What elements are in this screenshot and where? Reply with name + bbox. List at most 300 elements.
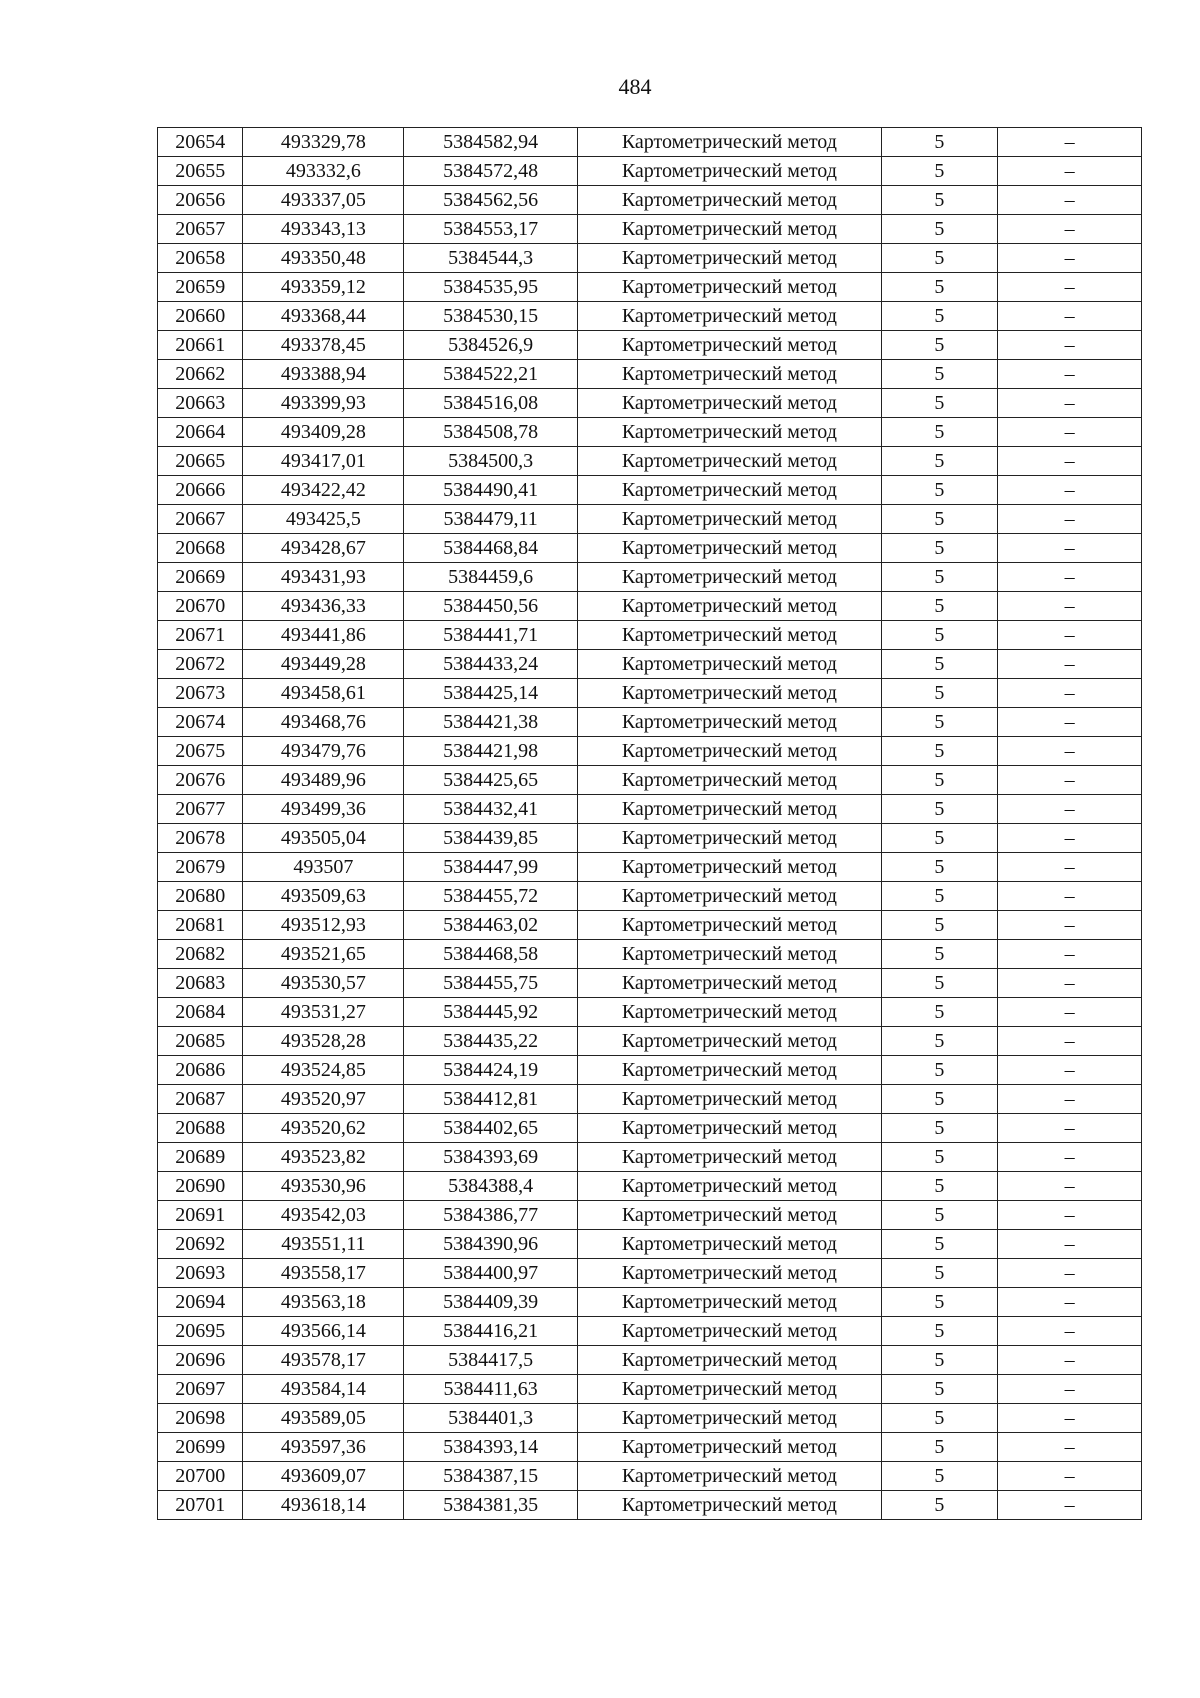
accuracy-cell: 5 [881,331,998,360]
method-cell: Картометрический метод [578,418,882,447]
x-coordinate-cell: 493499,36 [243,795,404,824]
x-coordinate-cell: 493449,28 [243,650,404,679]
description-cell: – [998,766,1142,795]
x-coordinate-cell: 493578,17 [243,1346,404,1375]
table-row [158,302,1142,331]
accuracy-cell: 5 [881,1317,998,1346]
accuracy-cell: 5 [881,969,998,998]
table-row [158,1433,1142,1462]
method-cell: Картометрический метод [578,679,882,708]
method-cell: Картометрический метод [578,708,882,737]
y-coordinate-cell: 5384562,56 [404,186,578,215]
table-row [158,1172,1142,1201]
table-row [158,1230,1142,1259]
description-cell: – [998,302,1142,331]
description-cell: – [998,1317,1142,1346]
description-cell: – [998,476,1142,505]
table-row [158,1462,1142,1491]
table-row [158,1491,1142,1520]
y-coordinate-cell: 5384388,4 [404,1172,578,1201]
method-cell: Картометрический метод [578,1491,882,1520]
description-cell: – [998,534,1142,563]
x-coordinate-cell: 493509,63 [243,882,404,911]
point-number-cell: 20668 [158,534,243,563]
method-cell: Картометрический метод [578,157,882,186]
method-cell: Картометрический метод [578,621,882,650]
description-cell: – [998,969,1142,998]
method-cell: Картометрический метод [578,360,882,389]
y-coordinate-cell: 5384433,24 [404,650,578,679]
table-row [158,1288,1142,1317]
table-row [158,824,1142,853]
method-cell: Картометрический метод [578,824,882,853]
method-cell: Картометрический метод [578,186,882,215]
point-number-cell: 20688 [158,1114,243,1143]
y-coordinate-cell: 5384412,81 [404,1085,578,1114]
table-row [158,1404,1142,1433]
description-cell: – [998,1491,1142,1520]
x-coordinate-cell: 493524,85 [243,1056,404,1085]
table-row [158,940,1142,969]
point-number-cell: 20665 [158,447,243,476]
description-cell: – [998,447,1142,476]
x-coordinate-cell: 493530,96 [243,1172,404,1201]
point-number-cell: 20695 [158,1317,243,1346]
method-cell: Картометрический метод [578,389,882,418]
table-row [158,1143,1142,1172]
x-coordinate-cell: 493399,93 [243,389,404,418]
x-coordinate-cell: 493542,03 [243,1201,404,1230]
point-number-cell: 20697 [158,1375,243,1404]
y-coordinate-cell: 5384401,3 [404,1404,578,1433]
table-row [158,273,1142,302]
accuracy-cell: 5 [881,766,998,795]
accuracy-cell: 5 [881,1085,998,1114]
y-coordinate-cell: 5384435,22 [404,1027,578,1056]
accuracy-cell: 5 [881,1143,998,1172]
method-cell: Картометрический метод [578,1056,882,1085]
point-number-cell: 20677 [158,795,243,824]
description-cell: – [998,1433,1142,1462]
method-cell: Картометрический метод [578,737,882,766]
y-coordinate-cell: 5384381,35 [404,1491,578,1520]
description-cell: – [998,1201,1142,1230]
accuracy-cell: 5 [881,186,998,215]
table-row [158,621,1142,650]
accuracy-cell: 5 [881,911,998,940]
x-coordinate-cell: 493428,67 [243,534,404,563]
y-coordinate-cell: 5384402,65 [404,1114,578,1143]
point-number-cell: 20671 [158,621,243,650]
method-cell: Картометрический метод [578,1259,882,1288]
method-cell: Картометрический метод [578,650,882,679]
method-cell: Картометрический метод [578,1288,882,1317]
method-cell: Картометрический метод [578,1114,882,1143]
point-number-cell: 20699 [158,1433,243,1462]
point-number-cell: 20654 [158,128,243,157]
description-cell: – [998,1259,1142,1288]
method-cell: Картометрический метод [578,128,882,157]
accuracy-cell: 5 [881,215,998,244]
table-row [158,1201,1142,1230]
point-number-cell: 20669 [158,563,243,592]
y-coordinate-cell: 5384530,15 [404,302,578,331]
method-cell: Картометрический метод [578,969,882,998]
accuracy-cell: 5 [881,882,998,911]
point-number-cell: 20662 [158,360,243,389]
x-coordinate-cell: 493329,78 [243,128,404,157]
y-coordinate-cell: 5384445,92 [404,998,578,1027]
accuracy-cell: 5 [881,1346,998,1375]
description-cell: – [998,1230,1142,1259]
y-coordinate-cell: 5384439,85 [404,824,578,853]
method-cell: Картометрический метод [578,1462,882,1491]
method-cell: Картометрический метод [578,1027,882,1056]
accuracy-cell: 5 [881,563,998,592]
point-number-cell: 20670 [158,592,243,621]
point-number-cell: 20656 [158,186,243,215]
y-coordinate-cell: 5384393,14 [404,1433,578,1462]
x-coordinate-cell: 493584,14 [243,1375,404,1404]
y-coordinate-cell: 5384447,99 [404,853,578,882]
accuracy-cell: 5 [881,476,998,505]
description-cell: – [998,244,1142,273]
x-coordinate-cell: 493468,76 [243,708,404,737]
x-coordinate-cell: 493563,18 [243,1288,404,1317]
y-coordinate-cell: 5384421,38 [404,708,578,737]
table-row [158,795,1142,824]
y-coordinate-cell: 5384416,21 [404,1317,578,1346]
description-cell: – [998,1404,1142,1433]
description-cell: – [998,592,1142,621]
y-coordinate-cell: 5384459,6 [404,563,578,592]
description-cell: – [998,389,1142,418]
description-cell: – [998,998,1142,1027]
accuracy-cell: 5 [881,998,998,1027]
description-cell: – [998,331,1142,360]
point-number-cell: 20673 [158,679,243,708]
x-coordinate-cell: 493528,28 [243,1027,404,1056]
point-number-cell: 20696 [158,1346,243,1375]
y-coordinate-cell: 5384526,9 [404,331,578,360]
point-number-cell: 20679 [158,853,243,882]
accuracy-cell: 5 [881,244,998,273]
table-row [158,418,1142,447]
y-coordinate-cell: 5384553,17 [404,215,578,244]
x-coordinate-cell: 493523,82 [243,1143,404,1172]
method-cell: Картометрический метод [578,766,882,795]
description-cell: – [998,418,1142,447]
point-number-cell: 20664 [158,418,243,447]
x-coordinate-cell: 493417,01 [243,447,404,476]
accuracy-cell: 5 [881,1462,998,1491]
description-cell: – [998,679,1142,708]
y-coordinate-cell: 5384535,95 [404,273,578,302]
method-cell: Картометрический метод [578,882,882,911]
x-coordinate-cell: 493566,14 [243,1317,404,1346]
y-coordinate-cell: 5384468,84 [404,534,578,563]
method-cell: Картометрический метод [578,534,882,563]
y-coordinate-cell: 5384424,19 [404,1056,578,1085]
description-cell: – [998,1375,1142,1404]
accuracy-cell: 5 [881,1172,998,1201]
x-coordinate-cell: 493558,17 [243,1259,404,1288]
table-row [158,1375,1142,1404]
accuracy-cell: 5 [881,1375,998,1404]
x-coordinate-cell: 493388,94 [243,360,404,389]
accuracy-cell: 5 [881,940,998,969]
table-row [158,244,1142,273]
x-coordinate-cell: 493458,61 [243,679,404,708]
point-number-cell: 20658 [158,244,243,273]
accuracy-cell: 5 [881,389,998,418]
table-row [158,650,1142,679]
x-coordinate-cell: 493343,13 [243,215,404,244]
point-number-cell: 20692 [158,1230,243,1259]
description-cell: – [998,795,1142,824]
point-number-cell: 20675 [158,737,243,766]
x-coordinate-cell: 493431,93 [243,563,404,592]
point-number-cell: 20684 [158,998,243,1027]
x-coordinate-cell: 493521,65 [243,940,404,969]
accuracy-cell: 5 [881,1433,998,1462]
point-number-cell: 20693 [158,1259,243,1288]
description-cell: – [998,708,1142,737]
description-cell: – [998,157,1142,186]
x-coordinate-cell: 493350,48 [243,244,404,273]
table-row [158,476,1142,505]
point-number-cell: 20682 [158,940,243,969]
accuracy-cell: 5 [881,592,998,621]
accuracy-cell: 5 [881,679,998,708]
accuracy-cell: 5 [881,505,998,534]
accuracy-cell: 5 [881,447,998,476]
point-number-cell: 20672 [158,650,243,679]
y-coordinate-cell: 5384425,14 [404,679,578,708]
method-cell: Картометрический метод [578,592,882,621]
point-number-cell: 20659 [158,273,243,302]
description-cell: – [998,853,1142,882]
description-cell: – [998,1172,1142,1201]
point-number-cell: 20681 [158,911,243,940]
table-row [158,1085,1142,1114]
table-row [158,389,1142,418]
point-number-cell: 20680 [158,882,243,911]
description-cell: – [998,1027,1142,1056]
x-coordinate-cell: 493425,5 [243,505,404,534]
accuracy-cell: 5 [881,853,998,882]
description-cell: – [998,1346,1142,1375]
x-coordinate-cell: 493531,27 [243,998,404,1027]
table-row [158,157,1142,186]
point-number-cell: 20663 [158,389,243,418]
x-coordinate-cell: 493409,28 [243,418,404,447]
method-cell: Картометрический метод [578,215,882,244]
table-row [158,563,1142,592]
table-row [158,766,1142,795]
accuracy-cell: 5 [881,1056,998,1085]
x-coordinate-cell: 493597,36 [243,1433,404,1462]
accuracy-cell: 5 [881,708,998,737]
x-coordinate-cell: 493551,11 [243,1230,404,1259]
accuracy-cell: 5 [881,795,998,824]
x-coordinate-cell: 493441,86 [243,621,404,650]
table-row [158,447,1142,476]
accuracy-cell: 5 [881,650,998,679]
page-number: 484 [618,74,652,99]
table-row [158,911,1142,940]
method-cell: Картометрический метод [578,1346,882,1375]
point-number-cell: 20700 [158,1462,243,1491]
table-row [158,882,1142,911]
point-number-cell: 20687 [158,1085,243,1114]
description-cell: – [998,940,1142,969]
table-row [158,360,1142,389]
y-coordinate-cell: 5384490,41 [404,476,578,505]
description-cell: – [998,1462,1142,1491]
method-cell: Картометрический метод [578,911,882,940]
accuracy-cell: 5 [881,1491,998,1520]
method-cell: Картометрический метод [578,1085,882,1114]
y-coordinate-cell: 5384455,72 [404,882,578,911]
y-coordinate-cell: 5384544,3 [404,244,578,273]
y-coordinate-cell: 5384421,98 [404,737,578,766]
point-number-cell: 20691 [158,1201,243,1230]
y-coordinate-cell: 5384582,94 [404,128,578,157]
x-coordinate-cell: 493507 [243,853,404,882]
method-cell: Картометрический метод [578,563,882,592]
point-number-cell: 20667 [158,505,243,534]
point-number-cell: 20685 [158,1027,243,1056]
description-cell: – [998,911,1142,940]
point-number-cell: 20678 [158,824,243,853]
point-number-cell: 20661 [158,331,243,360]
method-cell: Картометрический метод [578,1172,882,1201]
coordinates-table [157,127,1142,1520]
accuracy-cell: 5 [881,128,998,157]
method-cell: Картометрический метод [578,998,882,1027]
description-cell: – [998,737,1142,766]
table-row [158,1056,1142,1085]
method-cell: Картометрический метод [578,273,882,302]
x-coordinate-cell: 493505,04 [243,824,404,853]
table-row [158,1317,1142,1346]
y-coordinate-cell: 5384441,71 [404,621,578,650]
x-coordinate-cell: 493332,6 [243,157,404,186]
method-cell: Картометрический метод [578,447,882,476]
description-cell: – [998,1085,1142,1114]
method-cell: Картометрический метод [578,476,882,505]
table-row [158,534,1142,563]
point-number-cell: 20660 [158,302,243,331]
table-row [158,331,1142,360]
table-row [158,1346,1142,1375]
point-number-cell: 20657 [158,215,243,244]
x-coordinate-cell: 493337,05 [243,186,404,215]
y-coordinate-cell: 5384432,41 [404,795,578,824]
y-coordinate-cell: 5384468,58 [404,940,578,969]
description-cell: – [998,882,1142,911]
accuracy-cell: 5 [881,1230,998,1259]
y-coordinate-cell: 5384516,08 [404,389,578,418]
method-cell: Картометрический метод [578,853,882,882]
accuracy-cell: 5 [881,360,998,389]
y-coordinate-cell: 5384425,65 [404,766,578,795]
description-cell: – [998,186,1142,215]
x-coordinate-cell: 493436,33 [243,592,404,621]
description-cell: – [998,273,1142,302]
accuracy-cell: 5 [881,621,998,650]
coordinates-table-body [158,128,1142,1520]
x-coordinate-cell: 493512,93 [243,911,404,940]
y-coordinate-cell: 5384411,63 [404,1375,578,1404]
point-number-cell: 20683 [158,969,243,998]
accuracy-cell: 5 [881,534,998,563]
method-cell: Картометрический метод [578,940,882,969]
accuracy-cell: 5 [881,1201,998,1230]
y-coordinate-cell: 5384455,75 [404,969,578,998]
y-coordinate-cell: 5384393,69 [404,1143,578,1172]
x-coordinate-cell: 493368,44 [243,302,404,331]
description-cell: – [998,505,1142,534]
x-coordinate-cell: 493618,14 [243,1491,404,1520]
point-number-cell: 20686 [158,1056,243,1085]
y-coordinate-cell: 5384409,39 [404,1288,578,1317]
x-coordinate-cell: 493530,57 [243,969,404,998]
description-cell: – [998,1056,1142,1085]
method-cell: Картометрический метод [578,1404,882,1433]
table-row [158,215,1142,244]
y-coordinate-cell: 5384386,77 [404,1201,578,1230]
accuracy-cell: 5 [881,273,998,302]
accuracy-cell: 5 [881,1404,998,1433]
x-coordinate-cell: 493359,12 [243,273,404,302]
point-number-cell: 20655 [158,157,243,186]
method-cell: Картометрический метод [578,1433,882,1462]
table-row [158,505,1142,534]
x-coordinate-cell: 493479,76 [243,737,404,766]
accuracy-cell: 5 [881,737,998,766]
accuracy-cell: 5 [881,1114,998,1143]
table-row [158,737,1142,766]
description-cell: – [998,128,1142,157]
x-coordinate-cell: 493520,62 [243,1114,404,1143]
y-coordinate-cell: 5384500,3 [404,447,578,476]
description-cell: – [998,563,1142,592]
method-cell: Картометрический метод [578,1317,882,1346]
description-cell: – [998,1288,1142,1317]
table-row [158,679,1142,708]
table-row [158,708,1142,737]
method-cell: Картометрический метод [578,1230,882,1259]
x-coordinate-cell: 493589,05 [243,1404,404,1433]
y-coordinate-cell: 5384479,11 [404,505,578,534]
table-row [158,1027,1142,1056]
point-number-cell: 20701 [158,1491,243,1520]
table-row [158,1114,1142,1143]
description-cell: – [998,215,1142,244]
table-row [158,128,1142,157]
point-number-cell: 20690 [158,1172,243,1201]
method-cell: Картометрический метод [578,244,882,273]
description-cell: – [998,1143,1142,1172]
table-row [158,998,1142,1027]
point-number-cell: 20694 [158,1288,243,1317]
point-number-cell: 20674 [158,708,243,737]
accuracy-cell: 5 [881,1288,998,1317]
table-row [158,969,1142,998]
point-number-cell: 20676 [158,766,243,795]
